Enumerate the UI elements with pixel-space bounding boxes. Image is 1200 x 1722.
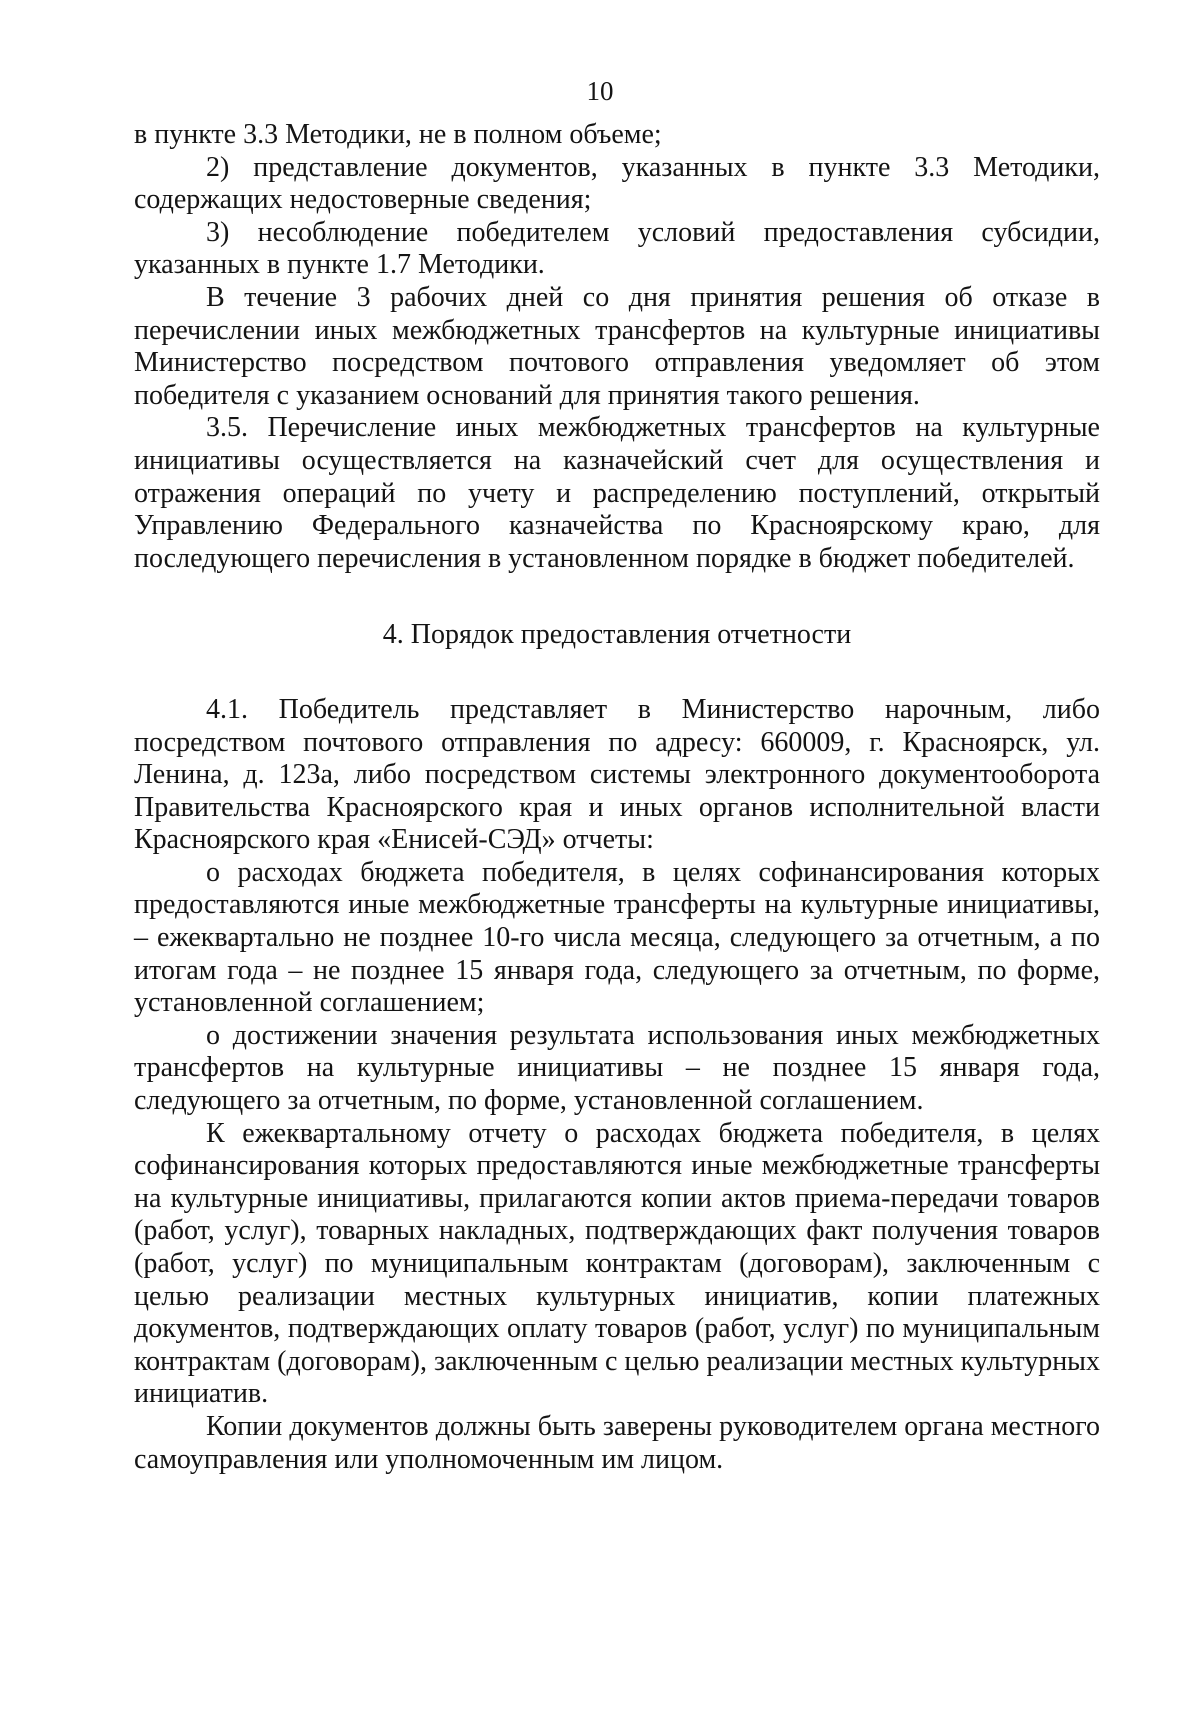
paragraph-3-5: 3.5. Перечисление иных межбюджетных трансфертов на культурные инициативы осуществляется на казначейский счет для осуществления и отражения операций по учету и распределению поступлений, открытый Управлению Федерального казначейства по Красноярскому краю, для последующего перечисления в установленном порядке в бюджет победителей. (134, 412, 1100, 574)
document-body (134, 119, 1100, 1476)
paragraph-certification: Копии документов должны быть заверены руководителем органа местного самоуправления или уполномоченным им лицом. (134, 1410, 1100, 1475)
paragraph-item-2: 2) представление документов, указанных в пункте 3.3 Методики, содержащих недостоверные сведения; (134, 151, 1100, 216)
paragraph-item-3: 3) несоблюдение победителем условий предоставления субсидии, указанных в пункте 1.7 Методики. (134, 216, 1100, 281)
spacer (134, 575, 1100, 619)
paragraph-attachments: К ежеквартальному отчету о расходах бюджета победителя, в целях софинансирования которых предоставляются иные межбюджетные трансферты на культурные инициативы, прилагаются копии актов приема-передачи товаров (работ, услуг), товарных накладных, подтверждающих факт получения товаров (работ, услуг) по муниципальным контрактам (договорам), заключенным с целью реализации местных культурных инициатив, копии платежных документов, подтверждающих оплату товаров (работ, услуг) по муниципальным контрактам (договорам), заключенным с целью реализации местных культурных инициатив. (134, 1117, 1100, 1410)
spacer (134, 652, 1100, 694)
paragraph-continuation: в пункте 3.3 Методики, не в полном объеме; (134, 119, 662, 150)
page-number: 10 (586, 76, 614, 106)
paragraph-result-report: о достижении значения результата использования иных межбюджетных трансфертов на культурные инициативы – не позднее 15 января года, следующего за отчетным, по форме, установленной соглашением. (134, 1019, 1100, 1117)
section-heading: 4. Порядок предоставления отчетности (382, 619, 852, 651)
paragraph-4-1: 4.1. Победитель представляет в Министерство нарочным, либо посредством почтового отправления по адресу: 660009, г. Красноярск, ул. Ленина, д. 123а, либо посредством системы электронного документооборота Правительства Красноярского края и иных органов исполнительной власти Красноярского края «Енисей-СЭД» отчеты: (134, 693, 1100, 856)
paragraph-refusal-notice: В течение 3 рабочих дней со дня принятия решения об отказе в перечислении иных межбюджетных трансфертов на культурные инициативы Министерство посредством почтового отправления уведомляет об этом победителя с указанием оснований для принятия такого решения. (134, 281, 1100, 411)
paragraph-expense-report: о расходах бюджета победителя, в целях софинансирования которых предоставляются иные межбюджетные трансферты на культурные инициативы, – ежеквартально не позднее 10-го числа месяца, следующего за отчетным, а по итогам года – не позднее 15 января года, следующего за отчетным, по форме, установленной соглашением; (134, 856, 1100, 1019)
